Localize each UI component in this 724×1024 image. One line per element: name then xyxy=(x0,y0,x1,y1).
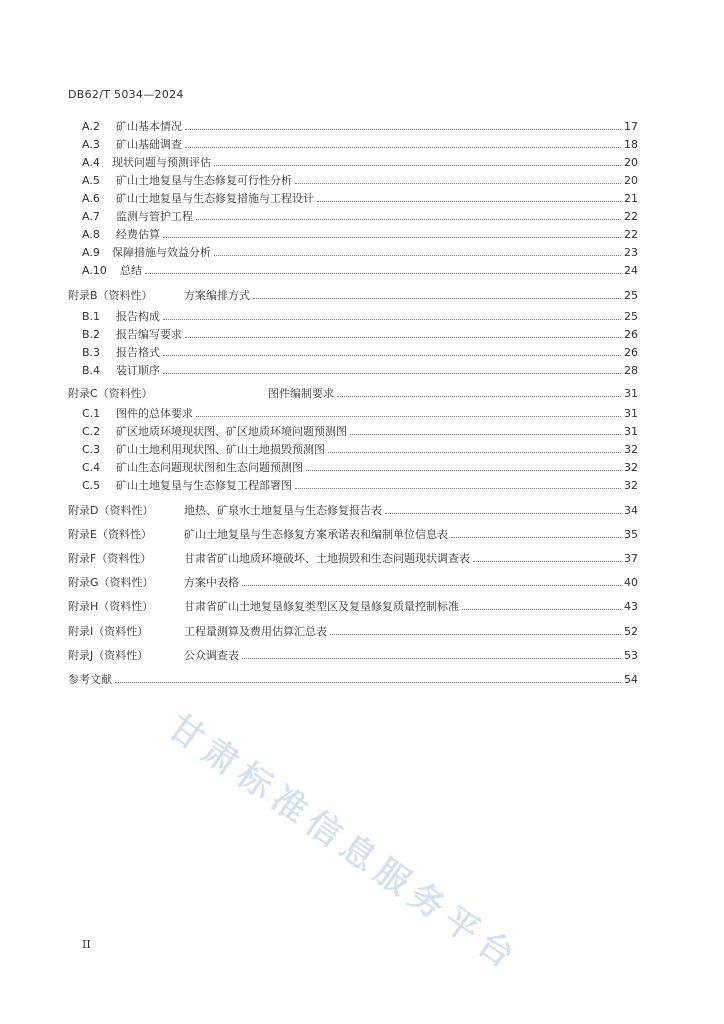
toc-entry[interactable] xyxy=(68,288,638,304)
toc-leader xyxy=(295,478,621,489)
toc-title: 矿区地质环境现状图、矿区地质环境问题预测图 xyxy=(116,425,347,438)
toc-leader xyxy=(185,327,621,338)
toc-page: 21 xyxy=(624,192,638,205)
toc-title: 监测与管护工程 xyxy=(116,210,193,223)
toc-leader xyxy=(196,406,621,417)
toc-number: A.9 xyxy=(82,246,100,259)
toc-page: 25 xyxy=(624,310,638,323)
toc-leader xyxy=(451,527,621,538)
toc-number: A.7 xyxy=(82,210,100,223)
toc-entry[interactable] xyxy=(82,460,638,476)
toc-page: 52 xyxy=(624,625,638,638)
toc-leader xyxy=(196,209,621,220)
toc-entry[interactable] xyxy=(82,209,638,225)
toc-title: 经费估算 xyxy=(116,228,160,241)
toc-number: A.5 xyxy=(82,174,100,187)
toc-leader xyxy=(115,672,621,683)
toc-page: 54 xyxy=(624,673,638,686)
toc-number: A.3 xyxy=(82,138,100,151)
toc-leader xyxy=(337,386,621,397)
toc-title: 公众调查表 xyxy=(184,649,239,662)
toc-page: 23 xyxy=(624,246,638,259)
toc-title: 图件的总体要求 xyxy=(116,407,193,420)
toc-leader xyxy=(350,424,621,435)
toc-title: 矿山土地复垦与生态修复方案承诺表和编制单位信息表 xyxy=(184,528,448,541)
toc-entry[interactable] xyxy=(82,173,638,189)
toc-number: 附录H（资料性） xyxy=(68,600,154,613)
toc-page: 24 xyxy=(624,264,638,277)
toc-title: 甘肃省矿山地质环境破坏、土地损毁和生态问题现状调查表 xyxy=(184,552,470,565)
toc-entry[interactable] xyxy=(68,648,638,664)
toc-entry[interactable] xyxy=(82,363,638,379)
toc-leader xyxy=(214,245,621,256)
toc-number: 附录C（资料性） xyxy=(68,387,153,400)
toc-entry[interactable] xyxy=(82,424,638,440)
toc-entry[interactable] xyxy=(82,309,638,325)
toc-title: 矿山土地利用现状图、矿山土地损毁预测图 xyxy=(116,443,325,456)
toc-leader xyxy=(242,575,621,586)
toc-title: 矿山基本情况 xyxy=(116,120,182,133)
toc-title: 地热、矿泉水土地复垦与生态修复报告表 xyxy=(184,504,382,517)
toc-leader xyxy=(295,173,621,184)
toc-entry[interactable] xyxy=(82,245,638,261)
toc-page: 34 xyxy=(624,504,638,517)
page-number: II xyxy=(82,938,91,951)
toc-number: 附录E（资料性） xyxy=(68,528,152,541)
toc-leader xyxy=(328,442,621,453)
toc-entry[interactable] xyxy=(82,155,638,171)
toc-page: 32 xyxy=(624,443,638,456)
toc-title: 矿山生态问题现状图和生态问题预测图 xyxy=(116,461,303,474)
toc-leader xyxy=(330,624,621,635)
toc-leader xyxy=(185,119,621,130)
toc-title: 方案编排方式 xyxy=(184,289,250,302)
toc-title: 工程量测算及费用估算汇总表 xyxy=(184,625,327,638)
toc-page: 22 xyxy=(624,210,638,223)
toc-page: 20 xyxy=(624,174,638,187)
toc-leader xyxy=(185,137,621,148)
toc-leader xyxy=(163,227,621,238)
toc-number: C.3 xyxy=(82,443,101,456)
toc-leader xyxy=(145,263,621,274)
toc-entry[interactable] xyxy=(68,624,638,640)
toc-number: C.4 xyxy=(82,461,101,474)
toc-page: 31 xyxy=(624,425,638,438)
toc-page: 31 xyxy=(624,407,638,420)
toc-page: 26 xyxy=(624,328,638,341)
toc-title: 矿山土地复垦与生态修复可行性分析 xyxy=(116,174,292,187)
toc-entry[interactable] xyxy=(68,503,638,519)
toc-title: 矿山土地复垦与生态修复工程部署图 xyxy=(116,479,292,492)
toc-entry[interactable] xyxy=(82,263,638,279)
toc-entry[interactable] xyxy=(68,599,638,615)
toc-page: 25 xyxy=(624,289,638,302)
toc-number: B.4 xyxy=(82,364,101,377)
toc-number: 附录F（资料性） xyxy=(68,552,152,565)
toc-title: 图件编制要求 xyxy=(268,387,334,400)
toc-title: 装订顺序 xyxy=(116,364,160,377)
toc-page: 53 xyxy=(624,649,638,662)
toc-page: 20 xyxy=(624,156,638,169)
toc-page: 32 xyxy=(624,479,638,492)
toc-entry[interactable] xyxy=(82,478,638,494)
toc-leader xyxy=(214,155,621,166)
toc-entry[interactable] xyxy=(82,345,638,361)
document-code: DB62/T 5034—2024 xyxy=(68,88,184,101)
toc-entry[interactable] xyxy=(68,551,638,567)
toc-page: 17 xyxy=(624,120,638,133)
toc-number: B.1 xyxy=(82,310,101,323)
toc-entry[interactable] xyxy=(82,442,638,458)
toc-entry[interactable] xyxy=(68,672,638,688)
toc-number: A.4 xyxy=(82,156,100,169)
toc-leader xyxy=(242,648,621,659)
toc-entry[interactable] xyxy=(82,119,638,135)
toc-page: 18 xyxy=(624,138,638,151)
toc-title: 总结 xyxy=(120,264,142,277)
toc-entry[interactable] xyxy=(68,527,638,543)
toc-leader xyxy=(163,363,621,374)
toc-number: A.6 xyxy=(82,192,100,205)
toc-number: 附录I（资料性） xyxy=(68,625,149,638)
toc-title: 方案中表格 xyxy=(184,576,239,589)
toc-entry[interactable] xyxy=(82,227,638,243)
toc-leader xyxy=(163,345,621,356)
toc-number: 附录G（资料性） xyxy=(68,576,154,589)
toc-entry[interactable] xyxy=(82,327,638,343)
toc-page: 26 xyxy=(624,346,638,359)
toc-page: 22 xyxy=(624,228,638,241)
toc-leader xyxy=(385,503,621,514)
toc-leader xyxy=(253,288,621,299)
toc-title: 现状问题与预测评估 xyxy=(112,156,211,169)
toc-number: A.10 xyxy=(82,264,107,277)
toc-leader xyxy=(306,460,621,471)
toc-leader xyxy=(473,551,621,562)
toc-title: 矿山土地复垦与生态修复措施与工程设计 xyxy=(116,192,314,205)
toc-number: B.3 xyxy=(82,346,101,359)
toc-entry[interactable] xyxy=(68,575,638,591)
toc-title: 甘肃省矿山土地复垦修复类型区及复垦修复质量控制标准 xyxy=(184,600,459,613)
toc-number: C.1 xyxy=(82,407,101,420)
toc-number: 附录J（资料性） xyxy=(68,649,149,662)
toc-page: 32 xyxy=(624,461,638,474)
toc-entry[interactable] xyxy=(82,137,638,153)
toc-leader xyxy=(462,599,621,610)
toc-title: 保障措施与效益分析 xyxy=(112,246,211,259)
toc-entry[interactable] xyxy=(68,386,638,402)
toc-number: A.2 xyxy=(82,120,100,133)
toc-page: 40 xyxy=(624,576,638,589)
toc-title: 报告构成 xyxy=(116,310,160,323)
toc-entry[interactable] xyxy=(82,406,638,422)
toc-entry[interactable] xyxy=(82,191,638,207)
toc-page: 31 xyxy=(624,387,638,400)
toc-page: 35 xyxy=(624,528,638,541)
toc-number: B.2 xyxy=(82,328,101,341)
toc-number: 附录B（资料性） xyxy=(68,289,153,302)
toc-number: 附录D（资料性） xyxy=(68,504,154,517)
toc-number: C.5 xyxy=(82,479,101,492)
toc-page: 43 xyxy=(624,600,638,613)
toc-number: A.8 xyxy=(82,228,100,241)
toc-leader xyxy=(317,191,621,202)
watermark: 甘肃标准信息服务平台 xyxy=(160,706,528,981)
toc-page: 37 xyxy=(624,552,638,565)
toc-number: C.2 xyxy=(82,425,101,438)
toc-leader xyxy=(163,309,621,320)
toc-title: 报告格式 xyxy=(116,346,160,359)
toc-title: 参考文献 xyxy=(68,673,112,686)
toc-page: 28 xyxy=(624,364,638,377)
toc-title: 矿山基础调查 xyxy=(116,138,182,151)
toc-title: 报告编写要求 xyxy=(116,328,182,341)
